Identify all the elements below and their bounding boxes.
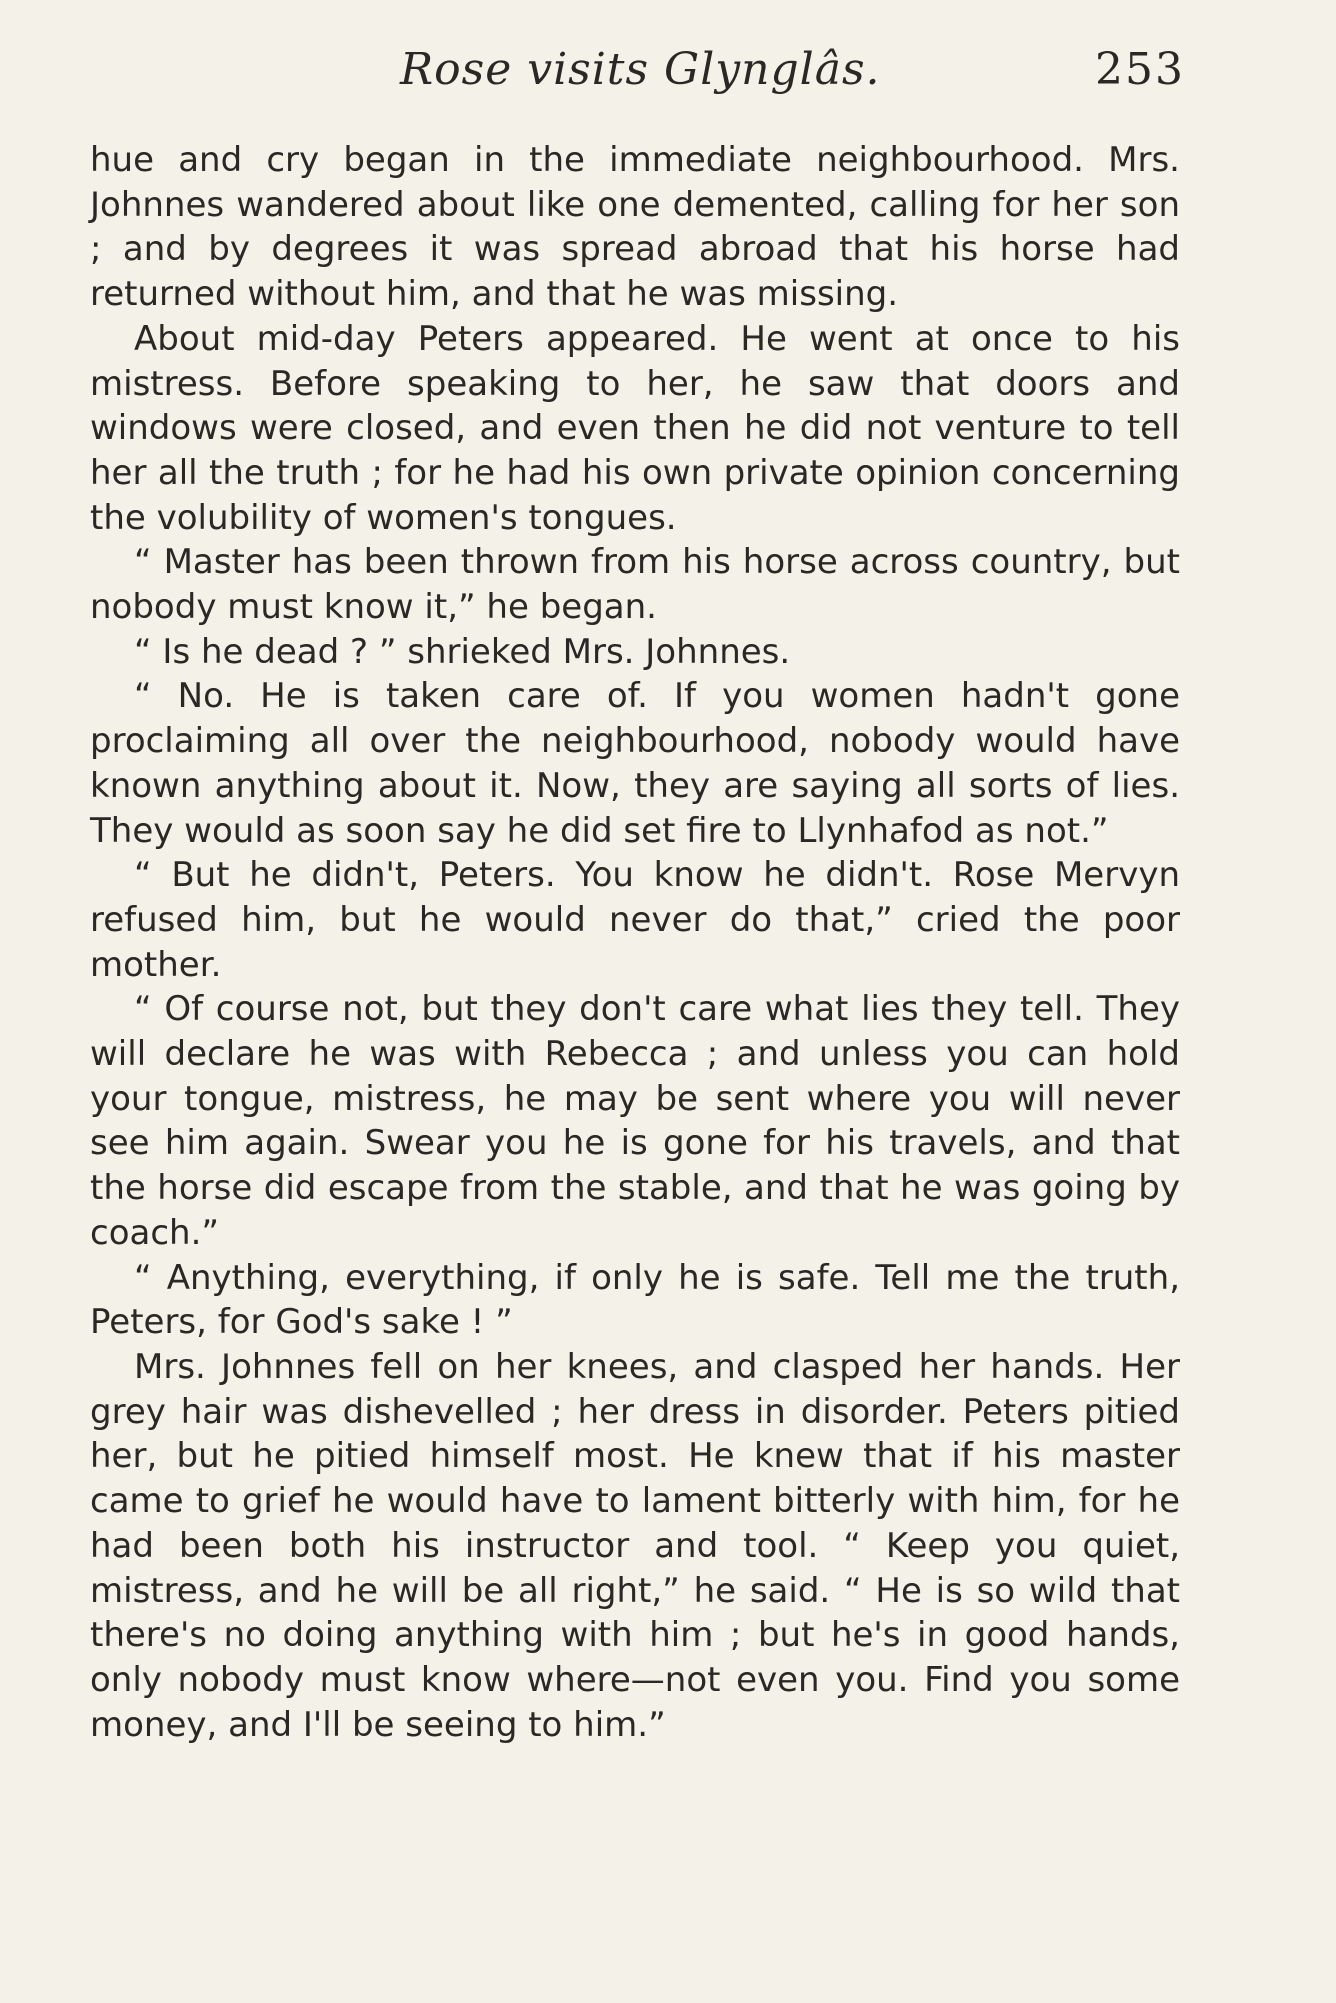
running-title: Rose visits Glynglâs. — [400, 44, 881, 95]
page-body — [90, 138, 1180, 1747]
paragraph: “ Of course not, but they don't care what lies they tell. They will declare he was with Rebecca ; and unless you can hold your tongue, mistress, he may be sent where you will never see him again. Swear you he is gone for his travels, and that the horse did escape from the stable, and that he was going by coach.” — [90, 989, 1180, 1253]
page-header — [90, 44, 1185, 104]
paragraph: “ Anything, everything, if only he is safe. Tell me the truth, Peters, for God's sake ! ” — [90, 1257, 1180, 1343]
paragraph: About mid-day Peters appeared. He went at once to his mistress. Before speaking to her, he saw that doors and windows were closed, and even then he did not venture to tell her all the truth ; for he had his own private opinion concerning the volubility of women's tongues. — [90, 318, 1180, 538]
paragraph: “ No. He is taken care of. If you women hadn't gone proclaiming all over the neighbourhood, nobody would have known anything about it. Now, they are saying all sorts of lies. They would as soon say he did set fire to Llynhafod as not.” — [90, 676, 1180, 851]
paragraph: “ Master has been thrown from his horse across country, but nobody must know it,” he began. — [90, 542, 1180, 628]
paragraph: “ But he didn't, Peters. You know he didn't. Rose Mervyn refused him, but he would never do that,” cried the poor mother. — [90, 855, 1180, 985]
paragraph: “ Is he dead ? ” shrieked Mrs. Johnnes. — [134, 631, 791, 672]
paragraph: hue and cry began in the immediate neighbourhood. Mrs. Johnnes wandered about like one demented, calling for her son ; and by degrees it was spread abroad that his horse had returned without him, and that he was missing. — [90, 140, 1180, 315]
page-number: 253 — [1095, 44, 1185, 95]
paragraph: Mrs. Johnnes fell on her knees, and clasped her hands. Her grey hair was dishevelled ; her dress in disorder. Peters pitied her, but he pitied himself most. He knew that if his master came to grief he would have to lament bitterly with him, for he had been both his instructor and tool. “ Keep you quiet, mistress, and he will be all right,” he said. “ He is so wild that there's no doing anything with him ; but he's in good hands, only nobody must know where—not even you. Find you some money, and I'll be seeing to him.” — [90, 1346, 1180, 1745]
